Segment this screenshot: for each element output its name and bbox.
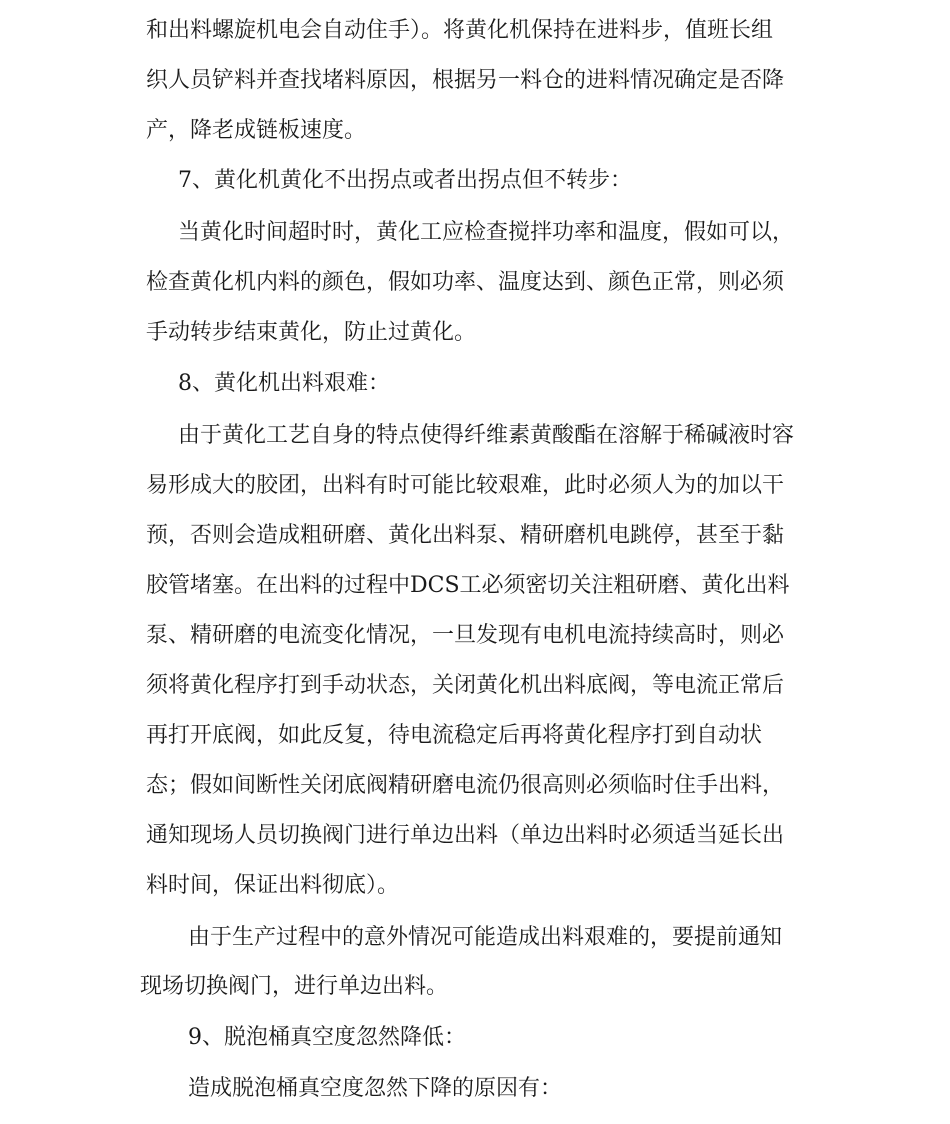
text-line: 现场切换阀门，进行单边出料。	[140, 974, 449, 999]
text-line: 须将黄化程序打到手动状态，关闭黄化机出料底阀，等电流正常后	[146, 673, 785, 698]
section-heading: 9、脱泡桶真空度忽然降低：	[188, 1025, 466, 1050]
section-heading: 7、黄化机黄化不出拐点或者出拐点但不转步：	[178, 168, 632, 193]
text-line: 检查黄化机内料的颜色，假如功率、温度达到、颜色正常，则必须	[146, 270, 785, 295]
text-line: 造成脱泡桶真空度忽然下降的原因有：	[188, 1076, 563, 1101]
text-line: 泵、精研磨的电流变化情况，一旦发现有电机电流持续高时，则必	[146, 623, 785, 648]
section-heading: 8、黄化机出料艰难：	[178, 371, 390, 396]
text-line: 态；假如间断性关闭底阀精研磨电流仍很高则必须临时住手出料，	[146, 773, 785, 798]
text-line: 织人员铲料并查找堵料原因，根据另一料仓的进料情况确定是否降	[146, 68, 785, 93]
text-line: 再打开底阀，如此反复，待电流稳定后再将黄化程序打到自动状	[146, 723, 763, 748]
text-line: 通知现场人员切换阀门进行单边出料（单边出料时必须适当延长出	[146, 823, 785, 848]
text-line: 易形成大的胶团，出料有时可能比较艰难，此时必须人为的加以干	[146, 473, 785, 498]
text-line: 产，降老成链板速度。	[146, 118, 367, 143]
text-line: 预，否则会造成粗研磨、黄化出料泵、精研磨机电跳停，甚至于黏	[146, 523, 785, 548]
text-line: 料时间，保证出料彻底）。	[146, 873, 400, 898]
text-line: 由于黄化工艺自身的特点使得纤维素黄酸酯在溶解于稀碱液时容	[178, 423, 795, 448]
text-line: 手动转步结束黄化，防止过黄化。	[146, 320, 477, 345]
text-line: 和出料螺旋机电会自动住手）。将黄化机保持在进料步，值班长组	[146, 18, 774, 43]
text-line: 胶管堵塞。在出料的过程中DCS工必须密切关注粗研磨、黄化出料	[146, 573, 790, 598]
text-line: 当黄化时间超时时，黄化工应检查搅拌功率和温度，假如可以，	[178, 220, 795, 245]
text-line: 由于生产过程中的意外情况可能造成出料艰难的，要提前通知	[188, 925, 783, 950]
